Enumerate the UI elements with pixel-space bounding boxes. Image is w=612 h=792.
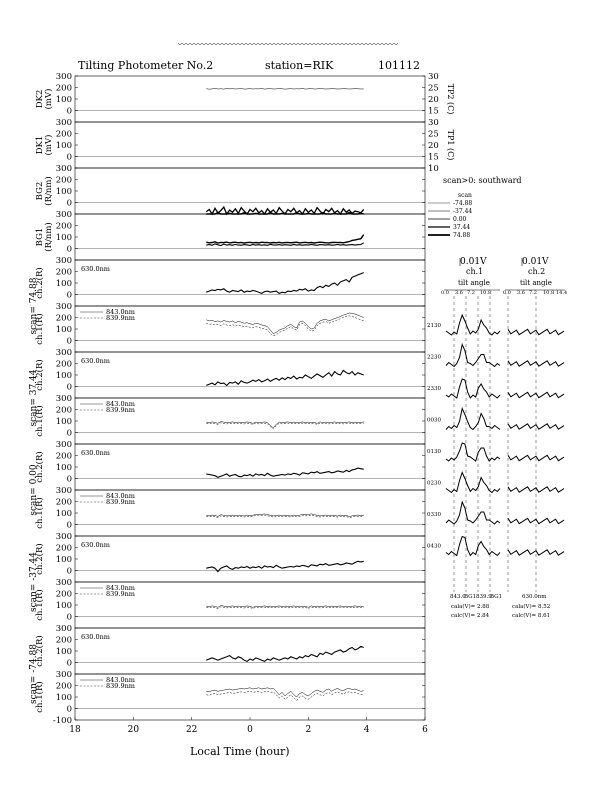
legend-label: 839.9nm: [106, 682, 135, 690]
spectra-tick-ch1: 0.0: [441, 290, 449, 296]
wavelength-label: 630.0nm: [81, 633, 110, 641]
scan-legend-entry: -37.44: [453, 208, 473, 215]
y-tick-label: 0: [66, 566, 72, 577]
y-tick-label: 200: [55, 83, 72, 94]
y-tick-label: 100: [55, 601, 72, 611]
legend-label: 839.9nm: [106, 590, 135, 598]
x-tick-label: 18: [69, 725, 81, 735]
y-tick-label: 200: [55, 635, 72, 646]
wavelength-label: 630.0nm: [81, 357, 110, 365]
station-label: station=RIK: [265, 59, 334, 72]
series-line-s4-ch1-b: [206, 607, 363, 609]
y-tick-label: 100: [55, 279, 72, 289]
y-axis-label: ch.2(R): [35, 543, 45, 575]
y-axis-label: ch.2(R): [35, 359, 45, 391]
spectra-channel-ch1: ch.1: [466, 267, 484, 276]
right-tick-label: 20: [428, 141, 439, 151]
spectra-time-label: 2330: [427, 386, 441, 392]
legend-label: 839.9nm: [106, 406, 135, 414]
right-axis-label: TP1 (C): [446, 129, 455, 161]
y-tick-label: 0: [66, 336, 72, 347]
spectra-tick-ch1: 7.2: [467, 290, 475, 296]
y-tick-label: 200: [55, 175, 72, 186]
series-line-s2-ch1-b: [206, 423, 363, 429]
scan-legend-entry: 37.44: [453, 224, 471, 231]
panel-frame: [75, 628, 425, 674]
y-axis-label: DK2: [35, 89, 45, 109]
y-tick-label: 100: [55, 233, 72, 243]
y-tick-label: 300: [55, 486, 72, 496]
spectra-tick-ch2: 3.6: [517, 290, 525, 296]
right-tick-label: 30: [428, 72, 439, 82]
panel-frame: [75, 76, 425, 122]
series-line-s2-ch1-a: [206, 422, 363, 428]
spectra-tick-ch2: 7.2: [529, 290, 537, 296]
series-line-s5-ch1-a: [206, 688, 363, 697]
y-axis-label: ch.2(R): [35, 451, 45, 483]
y-axis-unit: (R/nm): [44, 176, 54, 206]
y-tick-label: 300: [55, 72, 72, 82]
y-axis-label: DK1: [35, 135, 45, 155]
spectra-calib-ch1-c: calc(V)= 2.84: [451, 613, 490, 619]
x-tick-label: 4: [363, 725, 370, 735]
spectra-time-label: 0130: [427, 449, 441, 455]
y-tick-label: 0: [66, 612, 72, 623]
panel-frame: [75, 444, 425, 490]
spectra-tick-ch1: 3.6: [455, 290, 463, 296]
y-tick-label: 100: [55, 555, 72, 565]
spectra-time-label: 0230: [427, 480, 441, 487]
scan-legend: [428, 176, 522, 239]
spectra-scale-label-ch1: 0.01V: [460, 257, 487, 267]
legend-label: 843.0nm: [106, 492, 135, 500]
spectra-tilt-label-ch1: tilt angle: [458, 279, 490, 287]
y-tick-label: 200: [55, 313, 72, 324]
x-tick-label: 6: [422, 725, 428, 735]
y-axis-unit: (mV): [44, 134, 54, 156]
right-tick-label: 30: [428, 118, 439, 128]
figure-title: Tilting Photometer No.2: [78, 59, 214, 72]
instrument-trace: [178, 43, 398, 44]
scan-legend-entry: 74.88: [453, 232, 471, 239]
scan-label: scan= -74.88: [29, 643, 39, 705]
spectra-plots: [427, 258, 568, 592]
legend-label: 843.0nm: [106, 400, 135, 408]
y-tick-label: 200: [55, 589, 72, 600]
y-axis-label: ch.1(R): [35, 405, 45, 437]
y-axis-label: ch.1(R): [35, 681, 45, 713]
y-tick-label: 100: [55, 417, 72, 427]
y-tick-label: 300: [55, 302, 72, 312]
y-axis-label: BG1: [35, 227, 45, 247]
y-tick-label: 0: [66, 474, 72, 485]
y-tick-label: 0: [66, 198, 72, 209]
right-tick-label: 25: [428, 83, 439, 94]
y-tick-label: 300: [55, 118, 72, 128]
y-tick-label: -100: [52, 716, 72, 726]
y-tick-label: 0: [66, 658, 72, 669]
spectra-scale-label-ch2: 0.01V: [522, 257, 549, 267]
spectra-tilt-label-ch2: tilt angle: [520, 279, 552, 287]
panel-frame: [75, 214, 425, 260]
y-tick-label: 200: [55, 497, 72, 508]
y-axis-unit: (mV): [44, 88, 54, 110]
spectra-time-label: 0330: [427, 512, 441, 518]
y-tick-label: 300: [55, 348, 72, 358]
scan-label: scan= 37.44: [29, 369, 39, 427]
series-line-s1-ch1-b: [206, 316, 363, 336]
y-tick-label: 200: [55, 267, 72, 278]
y-tick-label: 100: [55, 647, 72, 657]
scan-legend-entry: 0.00: [453, 216, 467, 223]
legend-label: 839.9nm: [106, 314, 135, 322]
spectra-calib-ch2-a: cala(V)= 8.52: [512, 604, 551, 610]
y-tick-label: 300: [55, 532, 72, 542]
spectra-block: [441, 257, 567, 619]
y-tick-label: 200: [55, 405, 72, 416]
right-tick-label: 15: [428, 106, 439, 117]
y-tick-label: 0: [66, 244, 72, 255]
x-axis-label: Local Time (hour): [190, 745, 290, 758]
panel-frame: [75, 536, 425, 582]
y-tick-label: 100: [55, 509, 72, 519]
y-tick-label: 0: [66, 382, 72, 393]
legend-label: 839.9nm: [106, 498, 135, 506]
legend-label: 843.0nm: [106, 308, 135, 316]
spectra-tick-ch2: 0.0: [503, 290, 511, 296]
spectra-bottom-label: 843.0: [450, 594, 466, 600]
y-tick-label: 100: [55, 463, 72, 473]
wavelength-label: 630.0nm: [81, 265, 110, 273]
right-axis-label: TP2 (C): [446, 83, 455, 115]
spectra-time-label: 0030: [427, 417, 441, 424]
scan-label: scan= 0.00: [29, 464, 39, 516]
y-tick-label: 0: [66, 520, 72, 531]
y-axis-label: ch.1(R): [35, 589, 45, 621]
y-tick-label: 200: [55, 359, 72, 370]
x-tick-label: 2: [305, 725, 312, 735]
series-line-s4-ch2: [206, 561, 363, 571]
y-tick-label: 100: [55, 95, 72, 105]
scan-label: scan= 74.88: [29, 277, 39, 335]
y-tick-label: 300: [55, 210, 72, 220]
scan-legend-heading: scan>0: southward: [443, 176, 522, 185]
right-tick-label: 10: [428, 164, 439, 174]
series-line-s1-ch1-a: [206, 313, 363, 334]
plot-panels: [29, 43, 455, 735]
series-line-s3-ch2: [206, 468, 363, 477]
y-tick-label: 0: [66, 704, 72, 715]
y-tick-label: 300: [55, 394, 72, 404]
spectra-bottom-label: 630.0nm: [522, 594, 547, 600]
panel-frame: [75, 260, 425, 306]
series-line-dk2: [206, 88, 363, 89]
y-tick-label: 300: [55, 440, 72, 450]
scan-legend-title: scan: [458, 192, 472, 199]
y-tick-label: 0: [66, 428, 72, 439]
y-tick-label: 300: [55, 578, 72, 588]
spectra-tick-ch1: 10.8: [480, 290, 492, 296]
wavelength-label: 630.0nm: [81, 449, 110, 457]
spectra-time-label: 2230: [427, 354, 441, 361]
spectra-bottom-label: 839.9: [476, 594, 492, 600]
series-line-bg1-b: [206, 235, 363, 243]
y-axis-label: ch.2(R): [35, 267, 45, 299]
spectra-calib-ch2-c: calc(V)= 8.61: [512, 613, 551, 619]
y-tick-label: 300: [55, 256, 72, 266]
spectrum-ch1: [446, 537, 500, 556]
y-tick-label: 0: [66, 290, 72, 301]
legend-label: 843.0nm: [106, 676, 135, 684]
spectra-time-label: 0430: [427, 543, 441, 550]
wavelength-label: 630.0nm: [81, 541, 110, 549]
spectra-channel-ch2: ch.2: [528, 267, 546, 276]
y-tick-label: 200: [55, 451, 72, 462]
y-tick-label: 300: [55, 624, 72, 634]
y-tick-label: 100: [55, 187, 72, 197]
y-axis-label: ch.1(R): [35, 497, 45, 529]
x-tick-label: 20: [127, 725, 140, 735]
spectra-calib-ch1-a: cala(V)= 2.88: [451, 604, 490, 610]
x-tick-label: 22: [185, 725, 198, 735]
series-line-s2-ch2: [206, 370, 363, 385]
y-tick-label: 200: [55, 221, 72, 232]
y-tick-label: 100: [55, 371, 72, 381]
y-tick-label: 100: [55, 325, 72, 335]
y-axis-unit: (R/nm): [44, 222, 54, 252]
spectra-tick-ch2: 10.8: [543, 290, 555, 296]
panel-frame: [75, 122, 425, 168]
spectra-bottom-label: BG1: [490, 594, 503, 600]
y-tick-label: 0: [66, 152, 72, 163]
x-tick-label: 0: [247, 725, 253, 735]
date-label: 101112: [378, 59, 420, 72]
right-tick-label: 15: [428, 152, 439, 163]
spectrum-ch1: [446, 315, 500, 335]
y-tick-label: 200: [55, 543, 72, 554]
legend-label: 843.0nm: [106, 584, 135, 592]
series-line-s1-ch2: [206, 273, 363, 294]
y-axis-label: ch.1(R): [35, 313, 45, 345]
y-axis-label: ch.2(R): [35, 635, 45, 667]
right-tick-label: 20: [428, 95, 439, 105]
spectra-tick-ch2: 14.4: [556, 290, 568, 296]
y-tick-label: 300: [55, 164, 72, 174]
panel-frame: [75, 352, 425, 398]
y-tick-label: 200: [55, 681, 72, 692]
y-axis-label: BG2: [35, 181, 45, 201]
scan-label: scan= -37.44: [29, 551, 39, 613]
y-tick-label: 100: [55, 693, 72, 703]
y-tick-label: 200: [55, 129, 72, 140]
right-tick-label: 25: [428, 129, 439, 140]
series-line-s5-ch2: [206, 646, 363, 661]
scan-legend-entry: -74.88: [453, 200, 473, 207]
spectra-time-label: 2130: [427, 323, 441, 329]
panel-frame: [75, 168, 425, 214]
y-tick-label: 300: [55, 670, 72, 680]
y-tick-label: 0: [66, 106, 72, 117]
y-tick-label: 100: [55, 141, 72, 151]
spectra-bottom-label: BG1: [464, 594, 477, 600]
